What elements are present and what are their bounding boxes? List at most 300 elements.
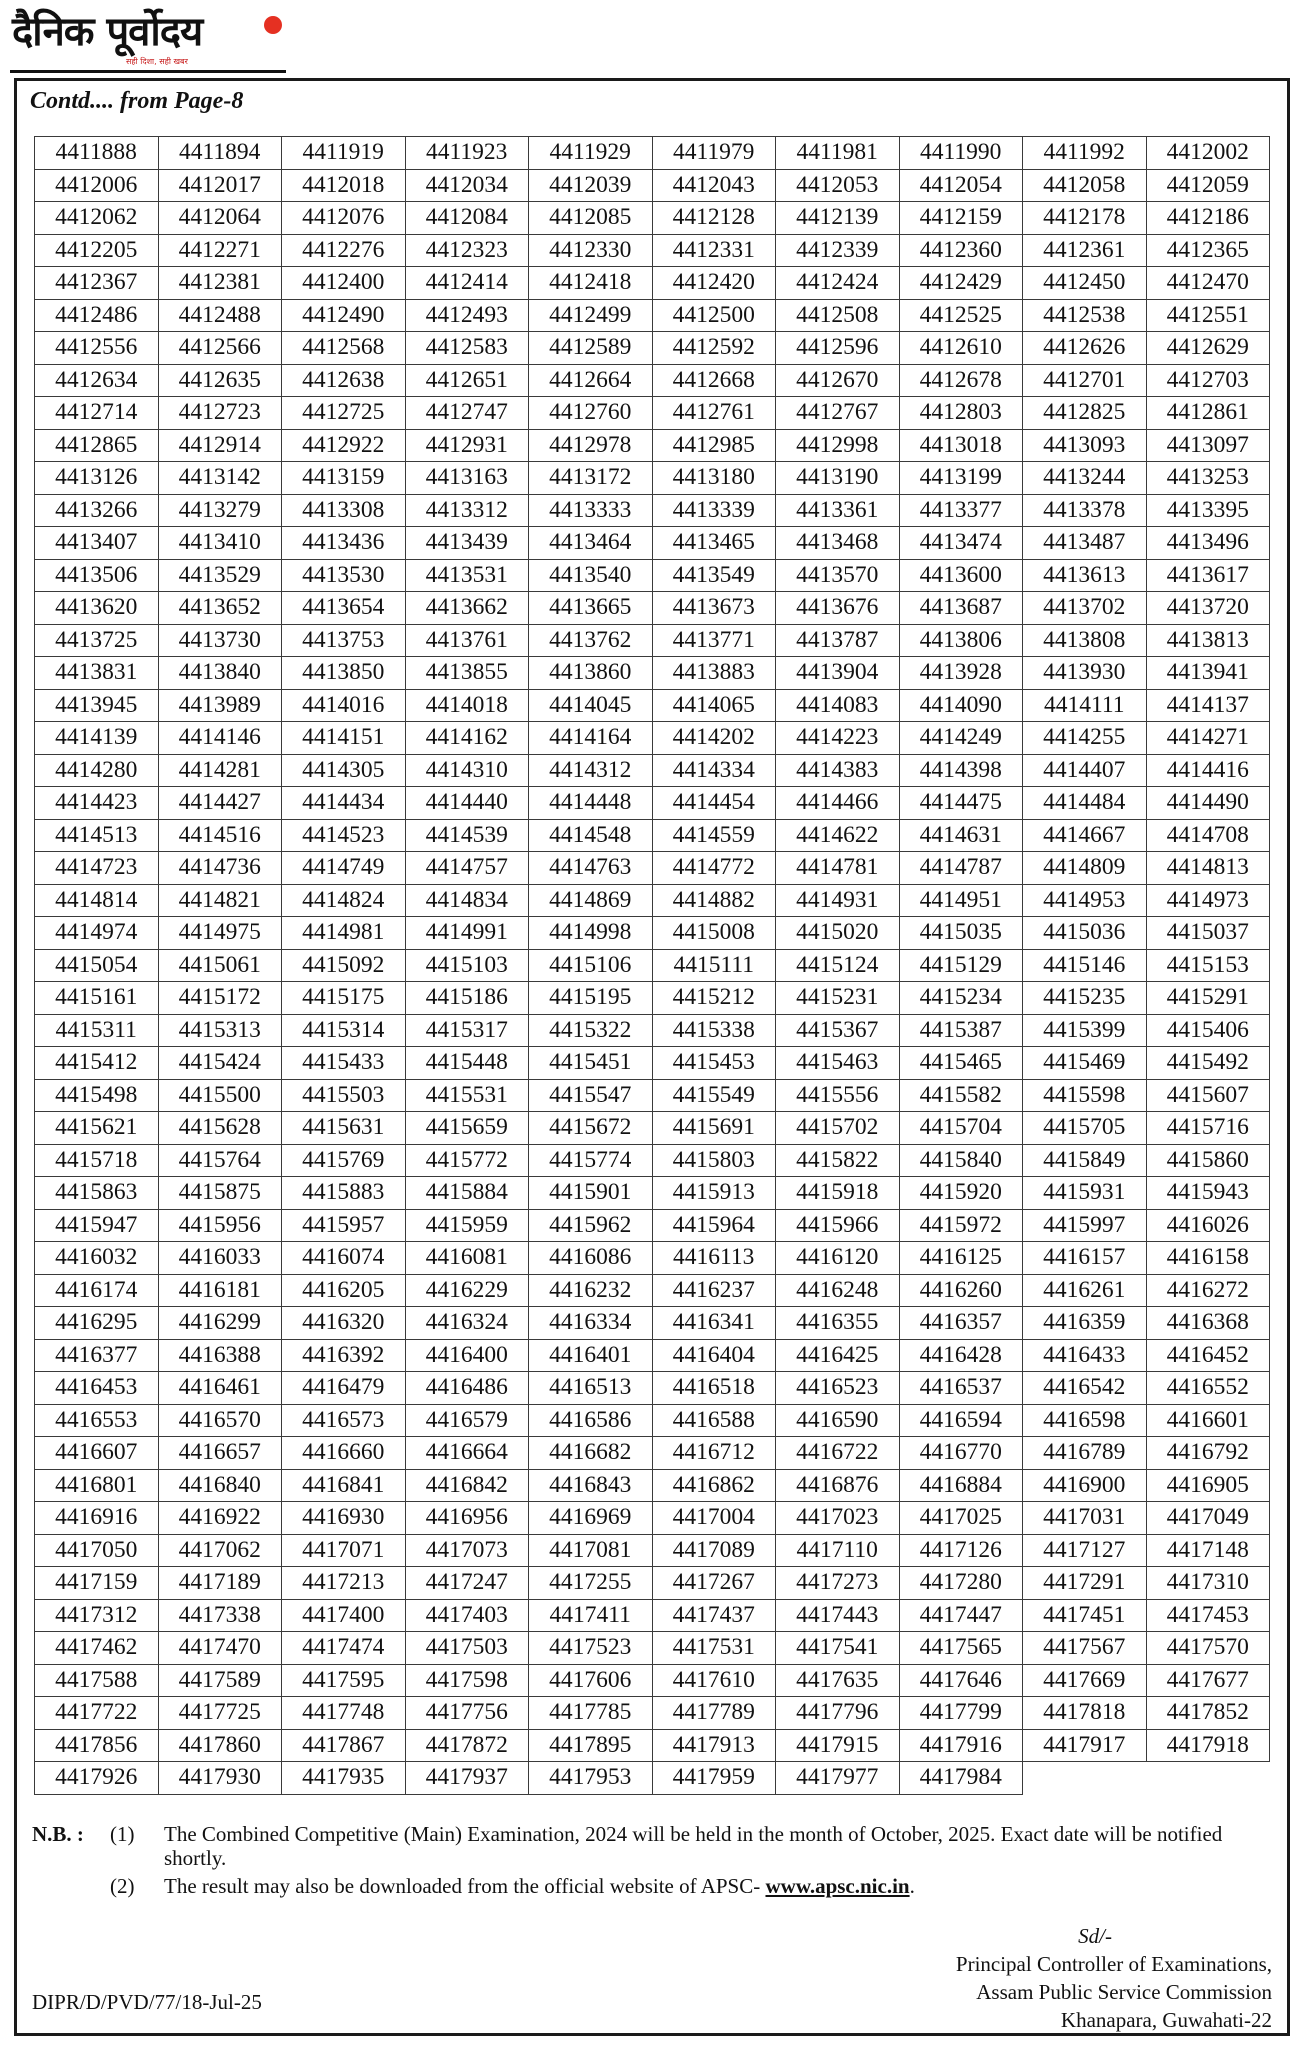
roll-number-cell: 4415338 — [652, 1014, 776, 1047]
roll-number-cell: 4416956 — [405, 1502, 529, 1535]
roll-number-cell: 4417189 — [158, 1567, 282, 1600]
roll-number-cell: 4412825 — [1023, 397, 1147, 430]
roll-number-cell: 4412178 — [1023, 202, 1147, 235]
roll-number-cell: 4413180 — [652, 462, 776, 495]
roll-number-cell: 4415498 — [35, 1079, 159, 1112]
roll-number-cell: 4416074 — [282, 1242, 406, 1275]
roll-number-cell: 4414137 — [1146, 689, 1270, 722]
roll-number-cell: 4415947 — [35, 1209, 159, 1242]
roll-number-cell: 4412583 — [405, 332, 529, 365]
roll-number-cell: 4414090 — [899, 689, 1023, 722]
roll-number-cell: 4416433 — [1023, 1339, 1147, 1372]
roll-number-cell: 4414548 — [529, 819, 653, 852]
roll-number-cell: 4414310 — [405, 754, 529, 787]
roll-number-cell: 4415822 — [776, 1144, 900, 1177]
roll-number-cell: 4416125 — [899, 1242, 1023, 1275]
roll-number-cell: 4414146 — [158, 722, 282, 755]
table-row — [35, 364, 1270, 397]
roll-number-cell: 4417565 — [899, 1632, 1023, 1665]
roll-number-cell: 4412360 — [899, 234, 1023, 267]
roll-number-cell: 4412018 — [282, 169, 406, 202]
roll-number-cell: 4413665 — [529, 592, 653, 625]
roll-number-cell: 4412760 — [529, 397, 653, 430]
roll-number-cell: 4417255 — [529, 1567, 653, 1600]
roll-number-cell: 4415322 — [529, 1014, 653, 1047]
roll-number-cell: 4415860 — [1146, 1144, 1270, 1177]
roll-number-cell: 4415037 — [1146, 917, 1270, 950]
roll-number-cell: 4416181 — [158, 1274, 282, 1307]
roll-number-cell: 4416157 — [1023, 1242, 1147, 1275]
roll-number-cell: 4417588 — [35, 1664, 159, 1697]
roll-number-cell: 4414523 — [282, 819, 406, 852]
roll-number-cell: 4417127 — [1023, 1534, 1147, 1567]
table-row — [35, 1242, 1270, 1275]
table-row — [35, 1307, 1270, 1340]
roll-number-cell: 4413761 — [405, 624, 529, 657]
signatory-designation: Principal Controller of Examinations, — [955, 1952, 1272, 1976]
table-row — [35, 689, 1270, 722]
roll-number-cell: 4416607 — [35, 1437, 159, 1470]
roll-number-cell: 4414869 — [529, 884, 653, 917]
roll-number-cell: 4417610 — [652, 1664, 776, 1697]
table-row — [35, 1664, 1270, 1697]
roll-number-cell: 4412331 — [652, 234, 776, 267]
roll-number-cell: 4415628 — [158, 1112, 282, 1145]
roll-number-cell: 4417291 — [1023, 1567, 1147, 1600]
roll-number-cell: 4417443 — [776, 1599, 900, 1632]
roll-number-cell: 4416570 — [158, 1404, 282, 1437]
roll-number-cell: 4416081 — [405, 1242, 529, 1275]
roll-number-cell: 4413531 — [405, 559, 529, 592]
apsc-website-link[interactable]: www.apsc.nic.in — [765, 1874, 910, 1898]
roll-number-cell: 4415598 — [1023, 1079, 1147, 1112]
roll-number-cell: 4417595 — [282, 1664, 406, 1697]
roll-number-cell: 4415448 — [405, 1047, 529, 1080]
roll-number-cell: 4412205 — [35, 234, 159, 267]
roll-number-cell: 4417470 — [158, 1632, 282, 1665]
roll-number-cell: 4412062 — [35, 202, 159, 235]
roll-number-cell: 4416862 — [652, 1469, 776, 1502]
roll-number-cell: 4413808 — [1023, 624, 1147, 657]
roll-number-cell: 4414749 — [282, 852, 406, 885]
roll-number-cell: 4412629 — [1146, 332, 1270, 365]
roll-number-cell: 4414772 — [652, 852, 776, 885]
roll-number-cell: 4412330 — [529, 234, 653, 267]
roll-number-cell: 4416682 — [529, 1437, 653, 1470]
roll-number-cell: 4413163 — [405, 462, 529, 495]
roll-number-cell: 4415036 — [1023, 917, 1147, 950]
roll-number-cell: 4415918 — [776, 1177, 900, 1210]
roll-number-cell: 4417930 — [158, 1762, 282, 1795]
roll-number-cell: 4414045 — [529, 689, 653, 722]
roll-number-cell: 4413652 — [158, 592, 282, 625]
roll-number-cell: 4413687 — [899, 592, 1023, 625]
empty-cell — [1146, 1762, 1270, 1795]
roll-number-cell: 4412054 — [899, 169, 1023, 202]
roll-number-cell: 4415769 — [282, 1144, 406, 1177]
roll-number-cell: 4415803 — [652, 1144, 776, 1177]
table-row — [35, 559, 1270, 592]
roll-number-cell: 4412668 — [652, 364, 776, 397]
roll-number-cell: 4417785 — [529, 1697, 653, 1730]
roll-number-cell: 4416174 — [35, 1274, 159, 1307]
roll-number-cell: 4415424 — [158, 1047, 282, 1080]
roll-number-cell: 4415549 — [652, 1079, 776, 1112]
roll-number-cell: 4412508 — [776, 299, 900, 332]
roll-number-cell: 4412664 — [529, 364, 653, 397]
roll-number-cell: 4417984 — [899, 1762, 1023, 1795]
roll-number-cell: 4413439 — [405, 527, 529, 560]
roll-number-cell: 4415195 — [529, 982, 653, 1015]
table-row — [35, 1047, 1270, 1080]
roll-number-cell: 4415311 — [35, 1014, 159, 1047]
roll-number-cell: 4412914 — [158, 429, 282, 462]
roll-number-cell: 4412714 — [35, 397, 159, 430]
roll-number-cell: 4412922 — [282, 429, 406, 462]
roll-number-cell: 4414539 — [405, 819, 529, 852]
roll-number-cell: 4415054 — [35, 949, 159, 982]
roll-number-cell: 4416770 — [899, 1437, 1023, 1470]
roll-number-cell: 4412488 — [158, 299, 282, 332]
roll-number-cell: 4414974 — [35, 917, 159, 950]
table-row — [35, 169, 1270, 202]
note-text: The result may also be downloaded from the official website of APSC- — [164, 1874, 761, 1898]
note-item — [32, 1822, 1280, 1870]
dipr-reference: DIPR/D/PVD/77/18-Jul-25 — [32, 1990, 262, 2014]
roll-number-cell: 4416789 — [1023, 1437, 1147, 1470]
roll-number-cell: 4412931 — [405, 429, 529, 462]
table-row — [35, 1144, 1270, 1177]
roll-number-cell: 4412043 — [652, 169, 776, 202]
roll-number-cell: 4414484 — [1023, 787, 1147, 820]
roll-number-cell: 4415212 — [652, 982, 776, 1015]
roll-number-cell: 4416518 — [652, 1372, 776, 1405]
roll-number-cell: 4412998 — [776, 429, 900, 462]
table-row — [35, 657, 1270, 690]
roll-number-cell: 4415291 — [1146, 982, 1270, 1015]
roll-number-cell: 4413613 — [1023, 559, 1147, 592]
roll-number-cell: 4414416 — [1146, 754, 1270, 787]
table-row — [35, 1177, 1270, 1210]
roll-number-cell: 4414111 — [1023, 689, 1147, 722]
roll-number-cell: 4417918 — [1146, 1729, 1270, 1762]
roll-number-cell: 4417312 — [35, 1599, 159, 1632]
roll-number-cell: 4414931 — [776, 884, 900, 917]
roll-number-cell: 4415463 — [776, 1047, 900, 1080]
roll-number-cell: 4412701 — [1023, 364, 1147, 397]
roll-number-cell: 4416664 — [405, 1437, 529, 1470]
roll-number-cell: 4416588 — [652, 1404, 776, 1437]
roll-number-cell: 4413813 — [1146, 624, 1270, 657]
roll-number-cell: 4415035 — [899, 917, 1023, 950]
roll-number-cell: 4412490 — [282, 299, 406, 332]
table-row — [35, 624, 1270, 657]
roll-number-cell: 4417400 — [282, 1599, 406, 1632]
roll-number-cell: 4411919 — [282, 137, 406, 170]
roll-number-cell: 4417437 — [652, 1599, 776, 1632]
roll-number-cell: 4414312 — [529, 754, 653, 787]
roll-number-cell: 4416905 — [1146, 1469, 1270, 1502]
roll-number-cell: 4416120 — [776, 1242, 900, 1275]
table-row — [35, 1274, 1270, 1307]
roll-number-cell: 4417280 — [899, 1567, 1023, 1600]
roll-number-cell: 4412139 — [776, 202, 900, 235]
roll-number-cell: 4415943 — [1146, 1177, 1270, 1210]
table-row — [35, 917, 1270, 950]
roll-number-cell: 4417089 — [652, 1534, 776, 1567]
table-row — [35, 1437, 1270, 1470]
roll-number-cell: 4415399 — [1023, 1014, 1147, 1047]
roll-number-cell: 4415503 — [282, 1079, 406, 1112]
roll-number-cell: 4415186 — [405, 982, 529, 1015]
roll-number-cell: 4413333 — [529, 494, 653, 527]
roll-number-cell: 4416792 — [1146, 1437, 1270, 1470]
roll-number-cell: 4413142 — [158, 462, 282, 495]
roll-number-cell: 4412499 — [529, 299, 653, 332]
roll-number-cell: 4414998 — [529, 917, 653, 950]
roll-number-cell: 4414781 — [776, 852, 900, 885]
table-row — [35, 1599, 1270, 1632]
roll-number-cell: 4411923 — [405, 137, 529, 170]
roll-number-cell: 4412978 — [529, 429, 653, 462]
table-row — [35, 852, 1270, 885]
roll-number-cell: 4417856 — [35, 1729, 159, 1762]
roll-number-cell: 4415691 — [652, 1112, 776, 1145]
roll-number-cell: 4417474 — [282, 1632, 406, 1665]
roll-number-cell: 4417247 — [405, 1567, 529, 1600]
roll-number-cell: 4417031 — [1023, 1502, 1147, 1535]
roll-number-cell: 4417725 — [158, 1697, 282, 1730]
roll-number-cell: 4415175 — [282, 982, 406, 1015]
roll-number-cell: 4417447 — [899, 1599, 1023, 1632]
roll-number-cell: 4416400 — [405, 1339, 529, 1372]
roll-number-cell: 4412002 — [1146, 137, 1270, 170]
roll-number-cell: 4417159 — [35, 1567, 159, 1600]
roll-number-cell: 4413172 — [529, 462, 653, 495]
roll-number-cell: 4416334 — [529, 1307, 653, 1340]
roll-number-cell: 4411992 — [1023, 137, 1147, 170]
roll-number-cell: 4412034 — [405, 169, 529, 202]
roll-number-cell: 4414513 — [35, 819, 159, 852]
roll-number-cell: 4417937 — [405, 1762, 529, 1795]
roll-number-cell: 4416486 — [405, 1372, 529, 1405]
note-number: (1) — [110, 1822, 135, 1846]
roll-number-cell: 4412556 — [35, 332, 159, 365]
roll-number-cell: 4415959 — [405, 1209, 529, 1242]
roll-number-cell: 4414280 — [35, 754, 159, 787]
roll-number-cell: 4416590 — [776, 1404, 900, 1437]
roll-number-cell: 4413436 — [282, 527, 406, 560]
roll-number-cell: 4415704 — [899, 1112, 1023, 1145]
roll-number-cell: 4417567 — [1023, 1632, 1147, 1665]
empty-cell — [1023, 1762, 1147, 1795]
roll-number-cell: 4417646 — [899, 1664, 1023, 1697]
roll-number-cell: 4414016 — [282, 689, 406, 722]
roll-number-cell: 4416032 — [35, 1242, 159, 1275]
roll-number-cell: 4414139 — [35, 722, 159, 755]
roll-number-cell: 4416523 — [776, 1372, 900, 1405]
roll-number-cell: 4416452 — [1146, 1339, 1270, 1372]
roll-number-cell: 4414723 — [35, 852, 159, 885]
note-text-container — [164, 1874, 1280, 1898]
roll-number-cell: 4415500 — [158, 1079, 282, 1112]
roll-number-cell: 4415433 — [282, 1047, 406, 1080]
roll-number-cell: 4416841 — [282, 1469, 406, 1502]
roll-number-cell: 4414813 — [1146, 852, 1270, 885]
roll-number-cell: 4412085 — [529, 202, 653, 235]
table-row — [35, 1372, 1270, 1405]
roll-number-cell: 4412420 — [652, 267, 776, 300]
roll-number-cell: 4414334 — [652, 754, 776, 787]
table-row — [35, 1079, 1270, 1112]
roll-number-cell: 4413673 — [652, 592, 776, 625]
table-row — [35, 1469, 1270, 1502]
table-row — [35, 202, 1270, 235]
roll-number-table — [34, 136, 1270, 1795]
roll-number-cell: 4413410 — [158, 527, 282, 560]
table-row — [35, 819, 1270, 852]
roll-number-cell: 4416404 — [652, 1339, 776, 1372]
roll-number-cell: 4416513 — [529, 1372, 653, 1405]
roll-number-cell: 4414809 — [1023, 852, 1147, 885]
roll-number-cell: 4417953 — [529, 1762, 653, 1795]
roll-number-cell: 4413506 — [35, 559, 159, 592]
roll-number-cell: 4417025 — [899, 1502, 1023, 1535]
roll-number-cell: 4413806 — [899, 624, 1023, 657]
table-row — [35, 1404, 1270, 1437]
roll-number-cell: 4416205 — [282, 1274, 406, 1307]
roll-number-cell: 4412450 — [1023, 267, 1147, 300]
roll-number-cell: 4412017 — [158, 169, 282, 202]
roll-number-cell: 4415772 — [405, 1144, 529, 1177]
roll-number-cell: 4414736 — [158, 852, 282, 885]
roll-number-cell: 4412159 — [899, 202, 1023, 235]
roll-number-cell: 4416320 — [282, 1307, 406, 1340]
roll-number-cell: 4412361 — [1023, 234, 1147, 267]
roll-number-cell: 4417867 — [282, 1729, 406, 1762]
roll-number-cell: 4413465 — [652, 527, 776, 560]
roll-number-cell: 4412076 — [282, 202, 406, 235]
roll-number-cell: 4412767 — [776, 397, 900, 430]
roll-number-cell: 4414083 — [776, 689, 900, 722]
roll-number-cell: 4412414 — [405, 267, 529, 300]
roll-number-cell: 4414151 — [282, 722, 406, 755]
roll-number-cell: 4417570 — [1146, 1632, 1270, 1665]
roll-number-cell: 4414882 — [652, 884, 776, 917]
roll-number-cell: 4413312 — [405, 494, 529, 527]
table-row — [35, 462, 1270, 495]
roll-number-cell: 4413159 — [282, 462, 406, 495]
roll-number-cell: 4414834 — [405, 884, 529, 917]
roll-number-cell: 4416299 — [158, 1307, 282, 1340]
roll-number-cell: 4414448 — [529, 787, 653, 820]
roll-number-cell: 4417796 — [776, 1697, 900, 1730]
roll-number-cell: 4412339 — [776, 234, 900, 267]
roll-number-cell: 4415103 — [405, 949, 529, 982]
roll-number-cell: 4416884 — [899, 1469, 1023, 1502]
roll-number-cell: 4415913 — [652, 1177, 776, 1210]
roll-number-cell: 4412418 — [529, 267, 653, 300]
table-row — [35, 1534, 1270, 1567]
roll-number-cell: 4413361 — [776, 494, 900, 527]
roll-number-cell: 4414164 — [529, 722, 653, 755]
roll-number-cell: 4414223 — [776, 722, 900, 755]
roll-number-cell: 4412064 — [158, 202, 282, 235]
roll-number-cell: 4415884 — [405, 1177, 529, 1210]
roll-number-cell: 4417453 — [1146, 1599, 1270, 1632]
roll-number-cell: 4413840 — [158, 657, 282, 690]
roll-number-cell: 4414787 — [899, 852, 1023, 885]
roll-number-cell: 4415492 — [1146, 1047, 1270, 1080]
roll-number-cell: 4415451 — [529, 1047, 653, 1080]
note-text: The Combined Competitive (Main) Examination, 2024 will be held in the month of October, 2025. Exact date will be notified shortly. — [164, 1822, 1223, 1870]
table-row — [35, 137, 1270, 170]
signature-sd: Sd/- — [1078, 1924, 1112, 1948]
roll-number-cell: 4416876 — [776, 1469, 900, 1502]
roll-number-cell: 4412400 — [282, 267, 406, 300]
roll-number-cell: 4415313 — [158, 1014, 282, 1047]
roll-number-cell: 4416553 — [35, 1404, 159, 1437]
roll-number-cell: 4413617 — [1146, 559, 1270, 592]
roll-number-cell: 4412493 — [405, 299, 529, 332]
roll-number-cell: 4411981 — [776, 137, 900, 170]
roll-number-cell: 4411929 — [529, 137, 653, 170]
roll-number-cell: 4416425 — [776, 1339, 900, 1372]
signatory-address: Khanapara, Guwahati-22 — [1060, 2008, 1272, 2032]
roll-number-cell: 4417071 — [282, 1534, 406, 1567]
roll-number-cell: 4413190 — [776, 462, 900, 495]
roll-number-cell: 4416840 — [158, 1469, 282, 1502]
roll-number-cell: 4417081 — [529, 1534, 653, 1567]
roll-number-cell: 4417756 — [405, 1697, 529, 1730]
roll-number-cell: 4416237 — [652, 1274, 776, 1307]
roll-number-cell: 4414631 — [899, 819, 1023, 852]
signature-block — [852, 1922, 1272, 2034]
roll-number-cell: 4416033 — [158, 1242, 282, 1275]
roll-number-cell: 4417977 — [776, 1762, 900, 1795]
roll-number-cell: 4415631 — [282, 1112, 406, 1145]
roll-number-cell: 4412381 — [158, 267, 282, 300]
table-row — [35, 1014, 1270, 1047]
roll-number-cell: 4414065 — [652, 689, 776, 722]
roll-number-cell: 4414255 — [1023, 722, 1147, 755]
roll-number-cell: 4415556 — [776, 1079, 900, 1112]
roll-number-cell: 4417411 — [529, 1599, 653, 1632]
roll-number-cell: 4412566 — [158, 332, 282, 365]
roll-number-cell: 4413308 — [282, 494, 406, 527]
roll-number-cell: 4413244 — [1023, 462, 1147, 495]
table-row — [35, 754, 1270, 787]
roll-number-cell: 4415920 — [899, 1177, 1023, 1210]
roll-number-cell: 4415161 — [35, 982, 159, 1015]
roll-number-cell: 4417677 — [1146, 1664, 1270, 1697]
table-row — [35, 267, 1270, 300]
roll-number-cell: 4415146 — [1023, 949, 1147, 982]
roll-number-cell: 4417541 — [776, 1632, 900, 1665]
roll-number-cell: 4413464 — [529, 527, 653, 560]
roll-number-cell: 4412486 — [35, 299, 159, 332]
roll-number-cell: 4415957 — [282, 1209, 406, 1242]
roll-number-cell: 4412365 — [1146, 234, 1270, 267]
roll-number-cell: 4417926 — [35, 1762, 159, 1795]
roll-number-cell: 4417635 — [776, 1664, 900, 1697]
roll-number-cell: 4414162 — [405, 722, 529, 755]
roll-number-cell: 4416295 — [35, 1307, 159, 1340]
roll-number-cell: 4413530 — [282, 559, 406, 592]
roll-number-cell: 4411888 — [35, 137, 159, 170]
roll-number-cell: 4412589 — [529, 332, 653, 365]
roll-number-cell: 4412747 — [405, 397, 529, 430]
